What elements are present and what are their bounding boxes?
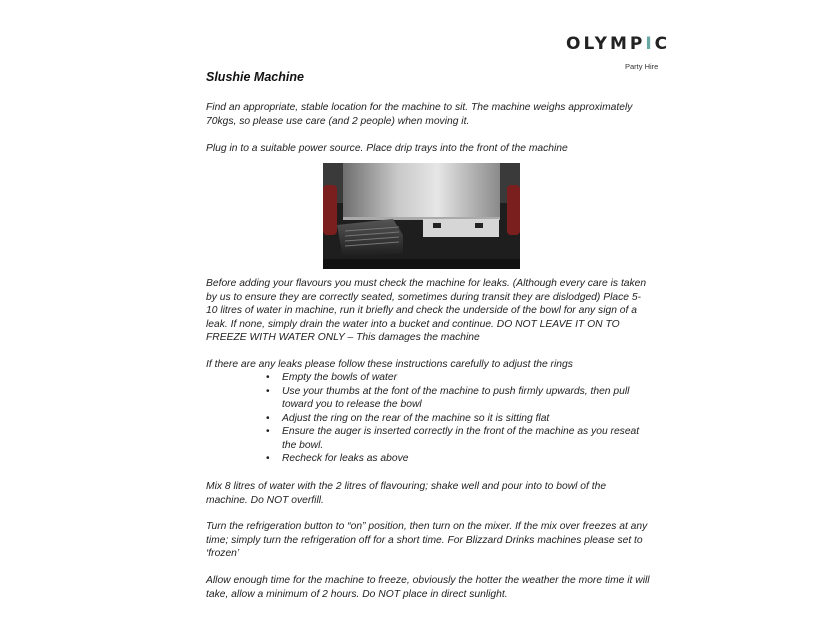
list-item: • Empty the bowls of water <box>262 371 652 385</box>
paragraph-leak-intro: If there are any leaks please follow these instructions carefully to adjust the rings <box>206 359 573 370</box>
paragraph-location: Find an appropriate, stable location for the machine to sit. The machine weighs approximately 70kgs, so please use care (and 2 people) when moving it. <box>206 102 633 127</box>
paragraph-mix: Mix 8 litres of water with the 2 litres of flavouring; shake well and pour into to bowl of the machine. Do NOT overfill. <box>206 481 607 506</box>
company-logo <box>566 34 670 54</box>
paragraph-freeze-time: Allow enough time for the machine to freeze, obviously the hotter the weather the more time it will take, allow a minimum of 2 hours. Do NOT place in direct sunlight. <box>206 575 650 600</box>
list-item: • Recheck for leaks as above <box>262 452 652 466</box>
paragraph-power: Plug in to a suitable power source. Place drip trays into the front of the machine <box>206 143 568 154</box>
list-item: • Ensure the auger is inserted correctly in the front of the machine as you reseat the bowl. <box>262 425 652 452</box>
logo-text-accent: I <box>645 34 655 54</box>
paragraph-leak-check: Before adding your flavours you must check the machine for leaks. (Although every care is taken by us to ensure they are correctly seated, sometimes during transit they are dislodged) Place 5-10 litres of water in machine, run it briefly and check the underside of the bowl for any sign of a leak. If none, simply drain the water into a bucket and continue. DO NOT LEAVE IT ON TO FREEZE WITH WATER ONLY – This damages the machine <box>206 278 647 343</box>
document-title: Slushie Machine <box>206 70 304 84</box>
list-item: • Use your thumbs at the font of the machine to push firmly upwards, then pull toward you to release the bowl <box>262 385 652 412</box>
logo-text-end: C <box>654 34 671 54</box>
drip-tray-photo <box>323 163 520 269</box>
list-item: • Adjust the ring on the rear of the machine so it is sitting flat <box>262 412 652 426</box>
logo-text-main: OLYMP <box>566 34 646 54</box>
leak-instructions-list <box>262 371 652 466</box>
paragraph-refrigeration: Turn the refrigeration button to “on” position, then turn on the mixer. If the mix over freezes at any time; simply turn the refrigeration off for a short time. For Blizzard Drinks machines please set to ‘frozen’ <box>206 521 648 559</box>
company-tagline: Party Hire <box>625 62 659 71</box>
